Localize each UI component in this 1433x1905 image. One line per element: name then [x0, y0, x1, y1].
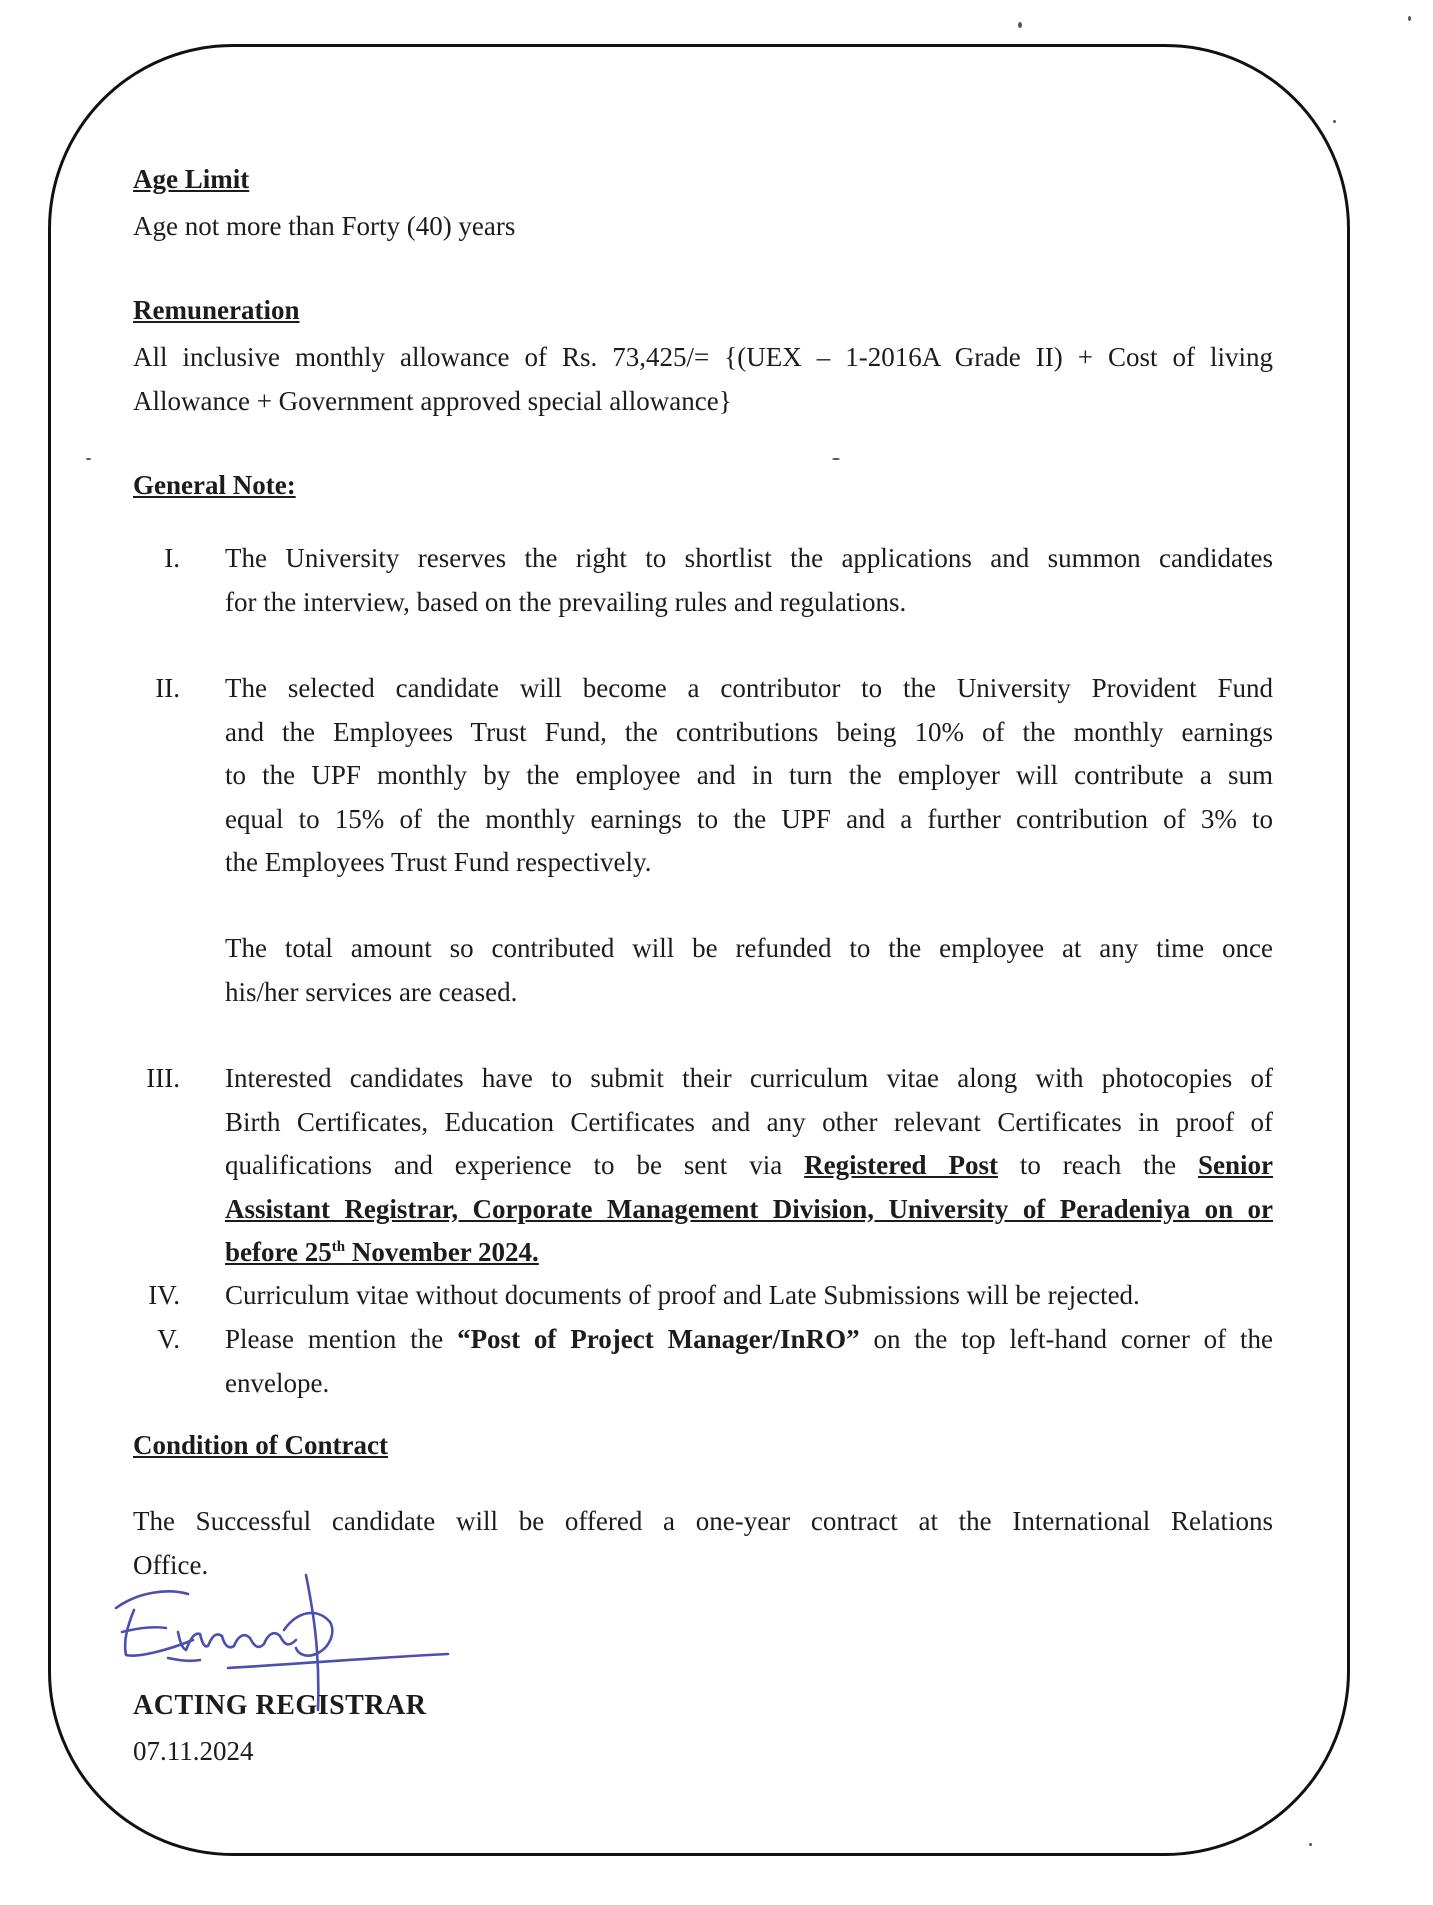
item-line-text: on the top left-hand corner of the [873, 1324, 1274, 1354]
remuneration-line: Allowance + Government approved special allowance} [133, 386, 732, 416]
scan-speck [1018, 22, 1022, 28]
scan-speck [1309, 1843, 1312, 1846]
note-item-5 [225, 1318, 1273, 1405]
deadline-sup: th [331, 1239, 346, 1255]
item-line: Curriculum vitae without documents of proof and Late Submissions will be rejected. [225, 1280, 1140, 1310]
item-line-text: qualifications and experience to be sent via [225, 1150, 783, 1180]
item-line-text: Please mention the [225, 1324, 444, 1354]
scan-speck [1408, 16, 1411, 21]
deadline-text: before 25 [225, 1237, 332, 1267]
registered-post-text: Registered Post [804, 1150, 998, 1180]
item-line: envelope. [225, 1367, 330, 1398]
item-line [225, 1144, 1273, 1188]
item-line: The total amount so contributed will be refunded to the employee at any time once [225, 933, 1273, 963]
item-line-text: to reach the [1019, 1150, 1177, 1180]
condition-heading: Condition of Contract [133, 1430, 388, 1460]
signature-date: 07.11.2024 [133, 1736, 254, 1766]
scan-speck [1333, 120, 1336, 123]
signatory-title: ACTING REGISTRAR [133, 1690, 427, 1721]
scan-speck [86, 458, 91, 460]
item-line: Birth Certificates, Education Certificates and any other relevant Certificates in proof of [225, 1106, 1273, 1137]
general-note-heading: General Note: [133, 470, 296, 500]
age-limit-text: Age not more than Forty (40) years [133, 211, 516, 241]
item-line [225, 1318, 1273, 1362]
item-numeral: II. [155, 673, 180, 703]
item-line: to the UPF monthly by the employee and in turn the employer will contribute a sum [225, 760, 1273, 790]
item-numeral: V. [157, 1324, 180, 1354]
item-line: The University reserves the right to shortlist the applications and summon candidates [225, 543, 1273, 573]
condition-line: The Successful candidate will be offered a one-year contract at the International Relations [133, 1506, 1273, 1536]
item-line: and the Employees Trust Fund, the contributions being 10% of the monthly earnings [225, 716, 1273, 747]
address-line: Assistant Registrar, Corporate Management Division, University of Peradeniya on or [225, 1193, 1273, 1224]
item-numeral: I. [164, 543, 180, 573]
senior-text: Senior [1198, 1150, 1274, 1180]
note-item-3 [225, 1057, 1273, 1275]
post-name-text: “Post of Project Manager/InRO” [457, 1324, 860, 1354]
note-item-2 [225, 667, 1273, 885]
item-line: his/her services are ceased. [225, 976, 518, 1007]
condition-line: Office. [133, 1550, 209, 1580]
note-item-4 [225, 1274, 1273, 1318]
item-line: the Employees Trust Fund respectively. [225, 847, 652, 877]
item-line: The selected candidate will become a contributor to the University Provident Fund [225, 673, 1273, 703]
item-numeral: IV. [148, 1280, 180, 1310]
note-item-2-followup [225, 927, 1273, 1014]
item-line: for the interview, based on the prevailing rules and regulations. [225, 586, 907, 617]
scan-speck [832, 458, 840, 460]
item-line: Interested candidates have to submit their curriculum vitae along with photocopies of [225, 1063, 1273, 1093]
remuneration-heading: Remuneration [133, 295, 300, 325]
note-item-1 [225, 537, 1273, 624]
item-numeral: III. [146, 1063, 180, 1093]
age-limit-heading: Age Limit [133, 164, 250, 194]
deadline-text: November 2024. [345, 1237, 539, 1267]
item-line: equal to 15% of the monthly earnings to the UPF and a further contribution of 3% to [225, 803, 1273, 834]
deadline-line [225, 1231, 1273, 1275]
remuneration-line: All inclusive monthly allowance of Rs. 73,425/= {(UEX – 1-2016A Grade II) + Cost of living [133, 342, 1273, 372]
